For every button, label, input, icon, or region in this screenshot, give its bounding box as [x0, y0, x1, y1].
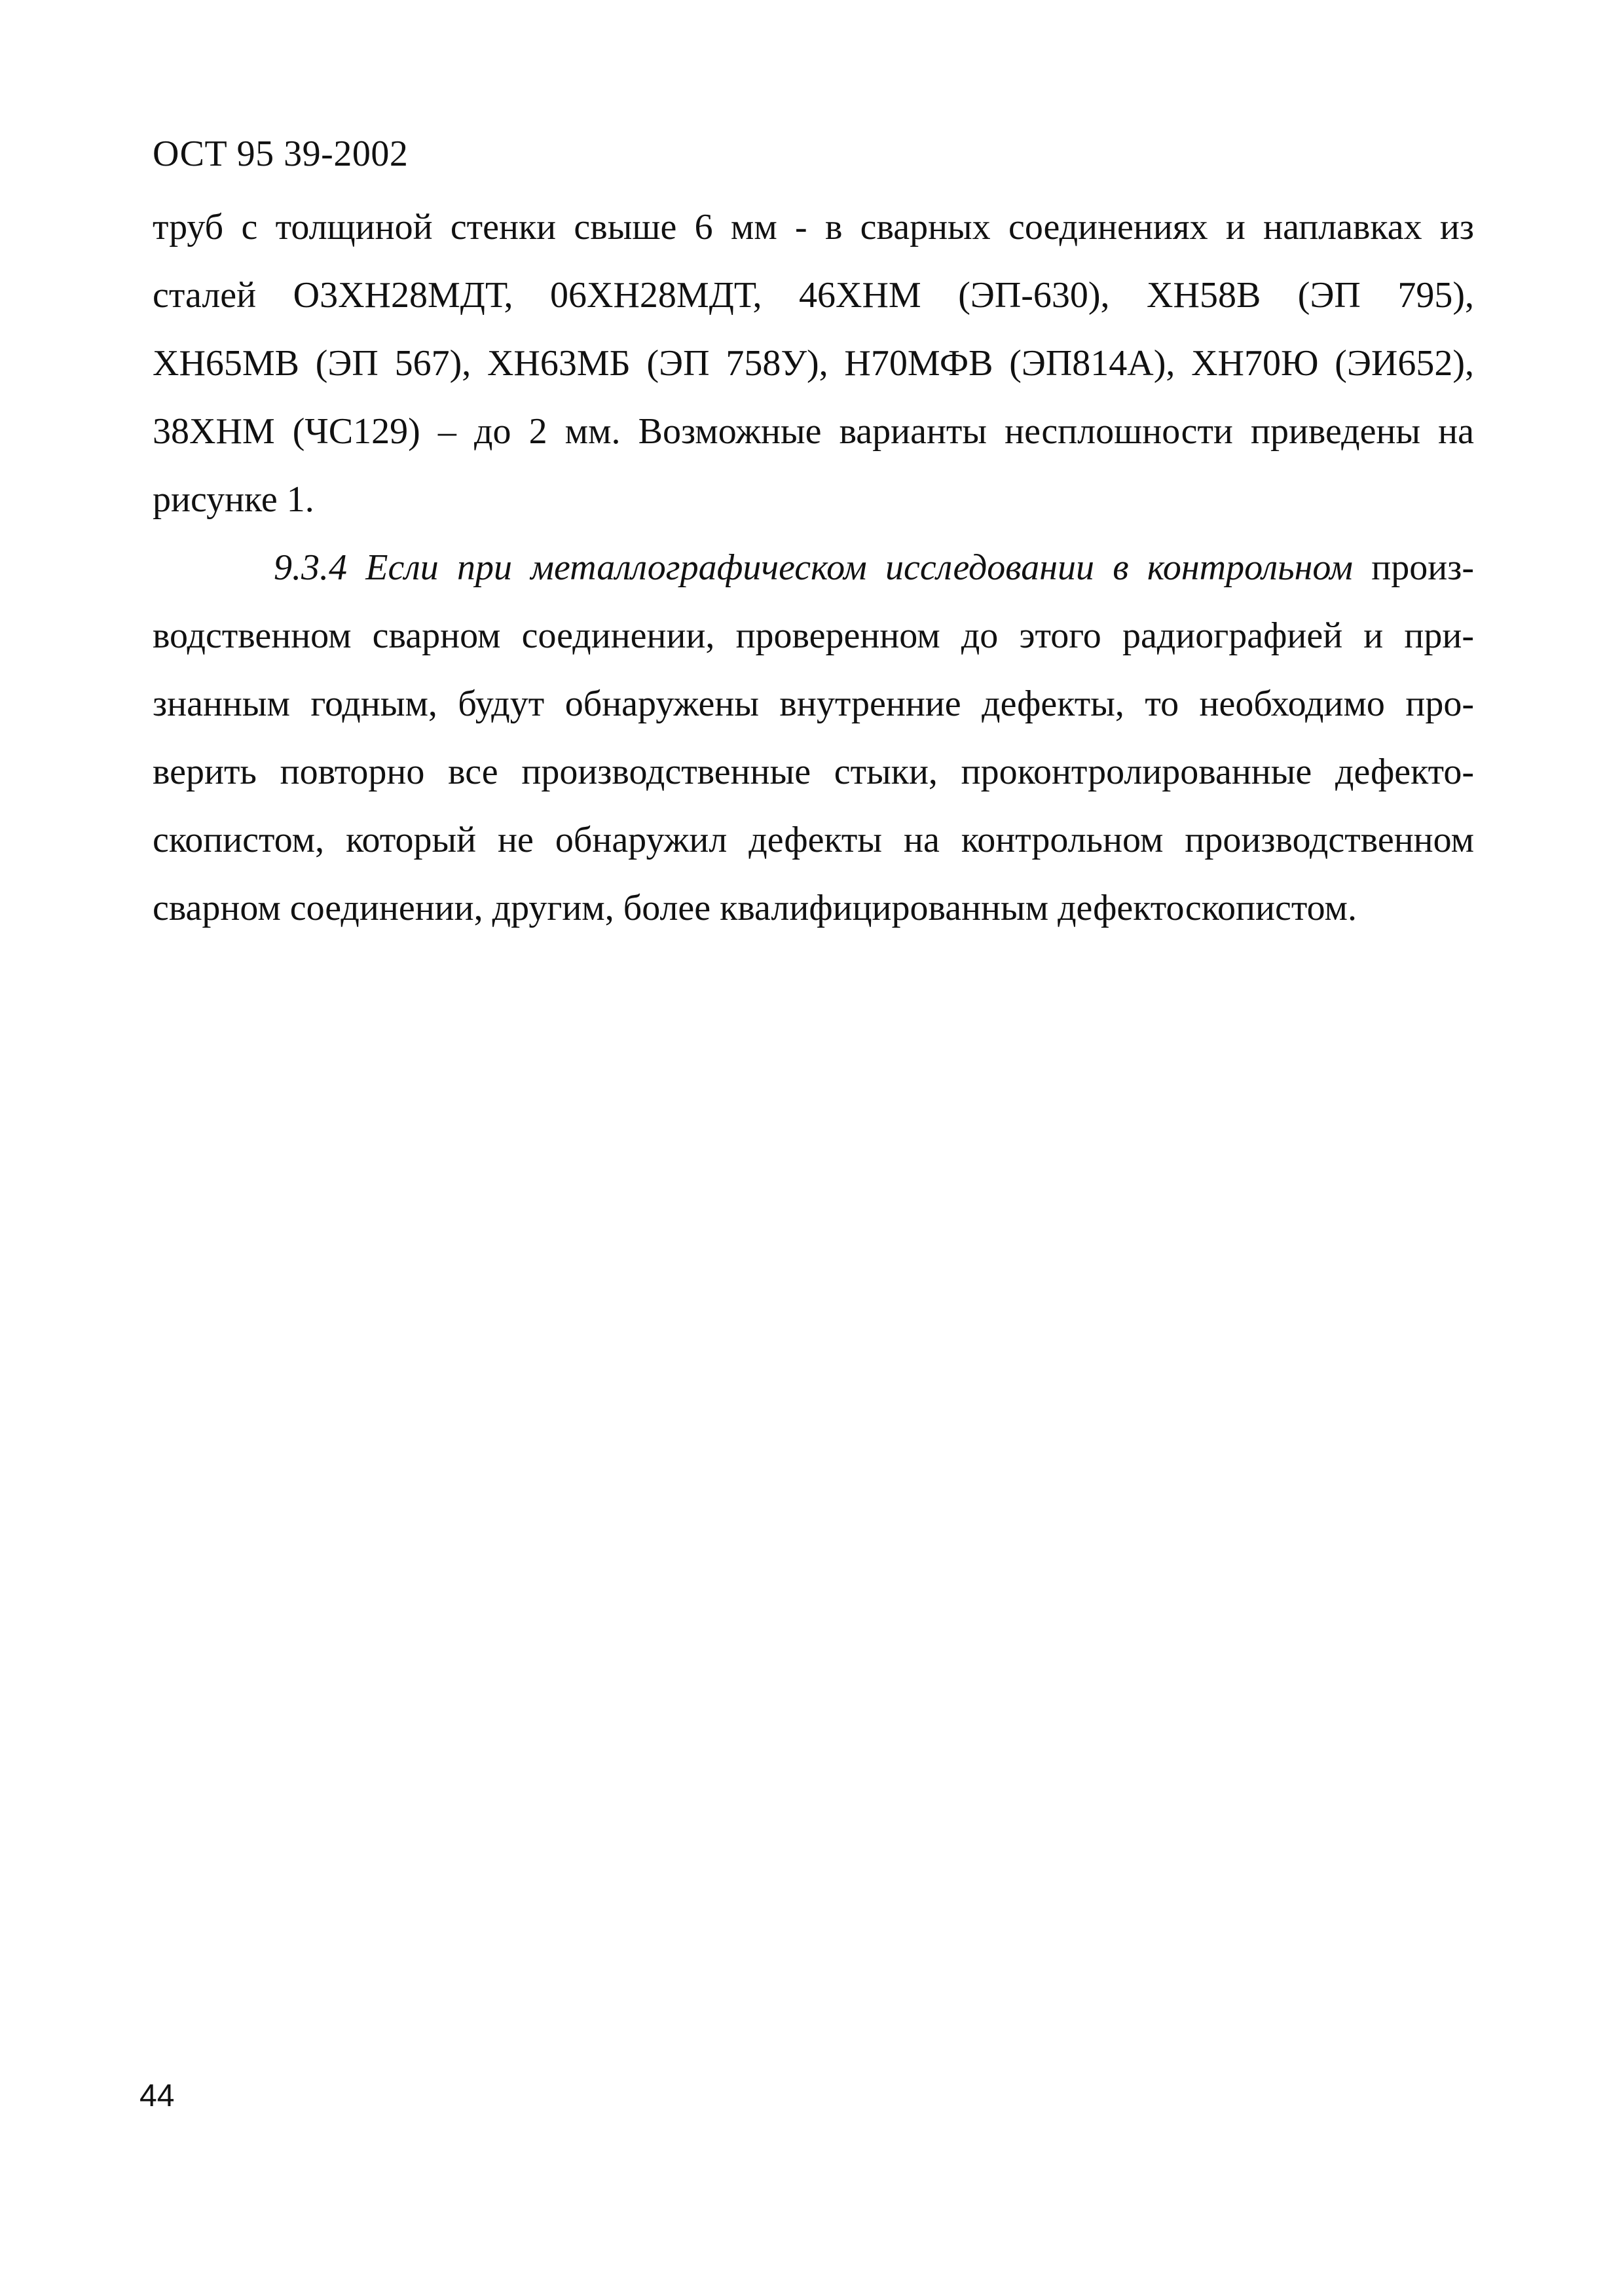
- text-line: рисунке 1.: [153, 479, 314, 520]
- text-line: труб с толщиной стенки свыше 6 мм - в сварных соединениях и наплавках из: [153, 207, 1474, 247]
- standard-code-header: ОСТ 95 39-2002: [153, 134, 409, 174]
- text-line: знанным годным, будут обнаружены внутренние дефекты, то необходимо про-: [153, 683, 1474, 724]
- text-line: водственном сварном соединении, проверенном до этого радиографией и при-: [153, 615, 1474, 656]
- clause-heading-italic: 9.3.4 Если при металлографическом исследовании в контрольном: [274, 547, 1354, 588]
- paragraph-9-3-4: [153, 534, 1474, 942]
- text-line: верить повторно все производственные стыки, проконтролированные дефекто-: [153, 752, 1474, 792]
- page-number: 44: [139, 2079, 175, 2113]
- text-line: 38ХНМ (ЧС129) – до 2 мм. Возможные варианты несплошности приведены на: [153, 411, 1474, 452]
- paragraph-first-line: [153, 534, 1474, 602]
- text-line: скопистом, который не обнаружил дефекты на контрольном производственном: [153, 820, 1474, 860]
- body-text: [153, 193, 1474, 942]
- paragraph-continuation: [153, 193, 1474, 534]
- clause-first-line-rest: произ-: [1353, 547, 1474, 588]
- text-line: ХН65МВ (ЭП 567), ХН63МБ (ЭП 758У), Н70МФВ (ЭП814А), ХН70Ю (ЭИ652),: [153, 343, 1474, 384]
- text-line: сварном соединении, другим, более квалифицированным дефектоскопистом.: [153, 888, 1357, 928]
- text-line: сталей О3ХН28МДТ, 06ХН28МДТ, 46ХНМ (ЭП-630), ХН58В (ЭП 795),: [153, 275, 1474, 316]
